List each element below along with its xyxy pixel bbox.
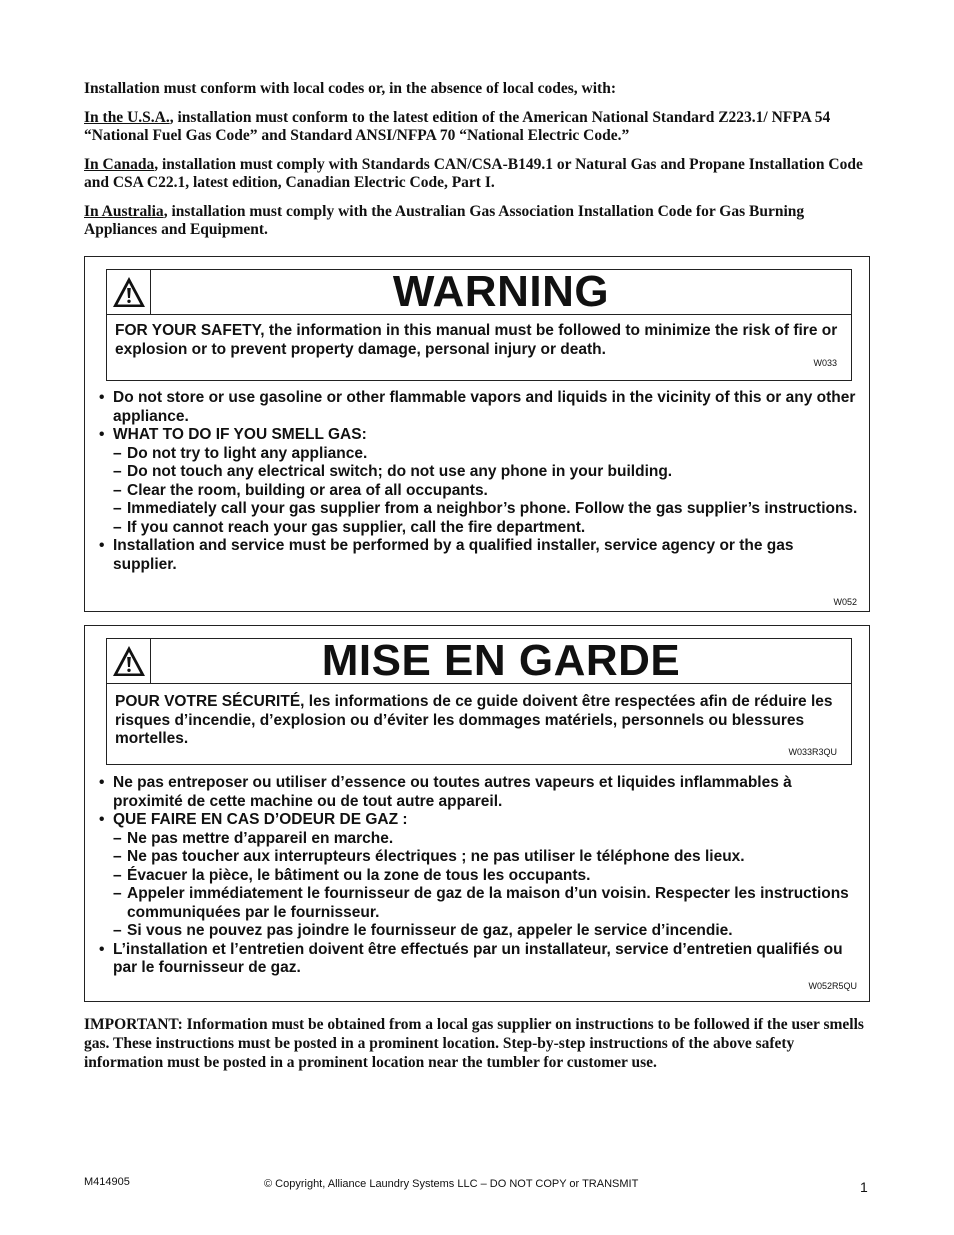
dash-text: Do not try to light any appliance. bbox=[127, 444, 368, 462]
warning-title: WARNING bbox=[392, 267, 610, 316]
box-code-fr: W052R5QU bbox=[808, 981, 857, 991]
list-item: – Ne pas toucher aux interrupteurs électriques ; ne pas utiliser le téléphone des lieux. bbox=[113, 848, 745, 865]
intro-line: Installation must conform with local codes or, in the absence of local codes, with: bbox=[84, 80, 617, 97]
warning-header-fr bbox=[107, 636, 851, 685]
warning-list-en bbox=[99, 389, 859, 574]
usa-label: In the U.S.A. bbox=[84, 108, 170, 126]
dash-text: Ne pas mettre d’appareil en marche. bbox=[127, 829, 394, 847]
dash-text: Si vous ne pouvez pas joindre le fournisseur de gaz, appeler le service d’incendie. bbox=[127, 922, 733, 939]
australia-text: , installation must comply with the Australian Gas Association Installation Code for Gas Burning Appliances and Equipment. bbox=[84, 202, 805, 238]
warning-list-fr bbox=[99, 774, 859, 978]
australia-label: In Australia bbox=[84, 202, 164, 220]
dash-text: Immediately call your gas supplier from a neighbor’s phone. Follow the gas supplier’s instructions. bbox=[127, 500, 858, 517]
safety-code-en: W033 bbox=[813, 358, 837, 368]
dash-text: Ne pas toucher aux interrupteurs électriques ; ne pas utiliser le téléphone des lieux. bbox=[127, 848, 745, 865]
warning-triangle-icon bbox=[107, 270, 151, 314]
canada-text: , installation must comply with Standards CAN/CSA-B149.1 or Natural Gas and Propane Installation Code and CSA C22.1, latest edition, Canadian Electric Code, Part I. bbox=[84, 155, 863, 191]
warning-box-en bbox=[84, 256, 870, 612]
safety-code-fr: W033R3QU bbox=[788, 747, 837, 757]
safety-statement-fr: POUR VOTRE SÉCURITÉ, les informations de ce guide doivent être respectées afin de réduire les risques d’incendie, d’explosion ou d’éviter les dommages matériels, personnels ou blessures mortelles. bbox=[115, 693, 833, 747]
intro-canada bbox=[84, 156, 874, 193]
list-item: – Immediately call your gas supplier from a neighbor’s phone. Follow the gas supplier’s instructions. bbox=[113, 500, 858, 517]
warning-header-panel-fr bbox=[106, 638, 852, 765]
list-item: – Do not touch any electrical switch; do not use any phone in your building. bbox=[113, 463, 673, 480]
dash-text: If you cannot reach your gas supplier, call the fire department. bbox=[127, 518, 586, 536]
list-item: – Appeler immédiatement le fournisseur de gaz de la maison d’un voisin. Respecter les instructions communiquées par le fournisseur. bbox=[113, 885, 849, 921]
intro-australia bbox=[84, 203, 874, 240]
list-item: • QUE FAIRE EN CAS D’ODEUR DE GAZ : bbox=[99, 811, 859, 830]
list-item: – Évacuer la pièce, le bâtiment ou la zone de tous les occupants. bbox=[113, 866, 591, 884]
safety-statement-en: FOR YOUR SAFETY, the information in this manual must be followed to minimize the risk of fire or explosion or to prevent property damage, personal injury or death. bbox=[115, 322, 838, 358]
warning-header-en bbox=[107, 267, 851, 316]
list-item: • Do not store or use gasoline or other flammable vapors and liquids in the vicinity of this or any other appliance. bbox=[99, 389, 859, 426]
canada-label: In Canada bbox=[84, 155, 155, 173]
dash-text: Évacuer la pièce, le bâtiment ou la zone de tous les occupants. bbox=[127, 866, 591, 884]
important-note: IMPORTANT: Information must be obtained from a local gas supplier on instructions to be followed if the user smells gas. These instructions must be posted in a prominent location. Step-by-step instructions of the above safety information must be posted in a prominent location near the tumbler for customer use. bbox=[84, 1016, 864, 1071]
list-item: – Si vous ne pouvez pas joindre le fournisseur de gaz, appeler le service d’incendie. bbox=[113, 922, 733, 939]
dash-text: Do not touch any electrical switch; do not use any phone in your building. bbox=[127, 463, 673, 480]
warning-title-fr: MISE EN GARDE bbox=[321, 636, 681, 685]
list-item: • Installation and service must be performed by a qualified installer, service agency or the gas supplier. bbox=[99, 537, 859, 574]
warning-box-fr bbox=[84, 625, 870, 1002]
intro-usa bbox=[84, 109, 874, 146]
dash-text: Clear the room, building or area of all occupants. bbox=[127, 481, 488, 499]
list-item: – If you cannot reach your gas supplier, call the fire department. bbox=[113, 518, 586, 536]
intro-section bbox=[84, 80, 874, 250]
warning-triangle-icon bbox=[107, 639, 151, 683]
page-number: 1 bbox=[860, 1179, 868, 1195]
warning-header-panel-en bbox=[106, 269, 852, 381]
usa-text: , installation must conform to the latest edition of the American National Standard Z223.1/ NFPA 54 “National Fuel Gas Code” and Standard ANSI/NFPA 70 “National Electric Code.” bbox=[84, 108, 831, 144]
list-item: • WHAT TO DO IF YOU SMELL GAS: bbox=[99, 426, 859, 445]
dash-text: Appeler immédiatement le fournisseur de gaz de la maison d’un voisin. Respecter les instructions communiquées par le fournisseur. bbox=[127, 885, 849, 921]
copyright-notice: © Copyright, Alliance Laundry Systems LLC – DO NOT COPY or TRANSMIT bbox=[264, 1178, 639, 1190]
list-item: • Ne pas entreposer ou utiliser d’essence ou toutes autres vapeurs et liquides inflammables à proximité de cette machine ou de tout autre appareil. bbox=[99, 774, 859, 811]
list-item: – Ne pas mettre d’appareil en marche. bbox=[113, 829, 394, 847]
list-item: – Do not try to light any appliance. bbox=[113, 444, 368, 462]
box-code-en: W052 bbox=[833, 597, 857, 607]
list-item: • L’installation et l’entretien doivent être effectués par un installateur, service d’entretien qualifiés ou par le fournisseur de gaz. bbox=[99, 941, 859, 978]
list-item: – Clear the room, building or area of all occupants. bbox=[113, 481, 488, 499]
doc-number: M414905 bbox=[84, 1176, 130, 1188]
